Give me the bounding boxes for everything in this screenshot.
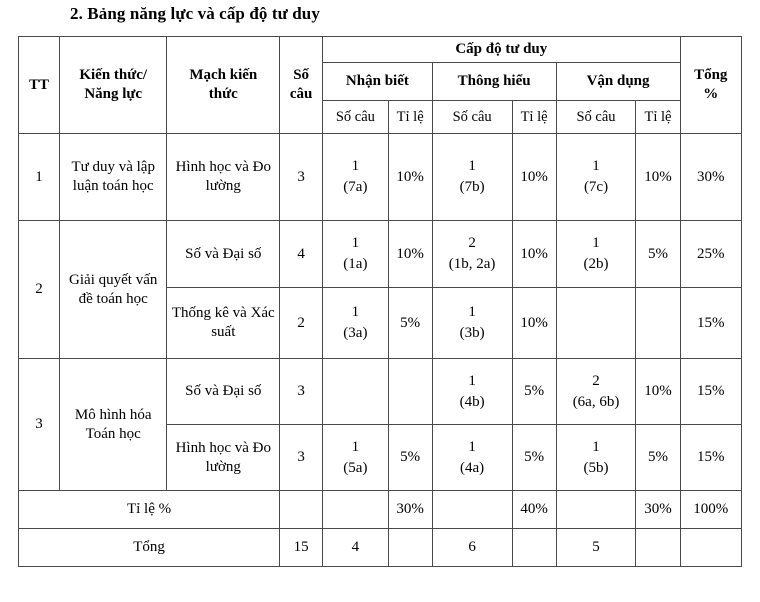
header-total-percent-line1: Tổng xyxy=(694,67,728,83)
cell-understand-count xyxy=(432,221,512,288)
question-codes: (7a) xyxy=(343,179,368,195)
cell-competency: Mô hình hóa Toán học xyxy=(59,359,167,491)
cell-understand-ratio: 5% xyxy=(512,425,556,491)
cell-tt: 2 xyxy=(19,221,60,359)
cell-question-count: 3 xyxy=(280,359,323,425)
header-question-count-line2: câu xyxy=(289,86,313,102)
cell-apply-count xyxy=(556,221,636,288)
cell-strand: Thống kê và Xác suất xyxy=(167,288,280,359)
cell-question-count: 3 xyxy=(280,134,323,221)
count-value: 2 xyxy=(468,235,476,251)
cell-recognize-ratio xyxy=(388,359,432,425)
table-body xyxy=(19,134,742,567)
cell-recognize-ratio: 10% xyxy=(388,134,432,221)
summary-total-understand-ratio xyxy=(512,529,556,567)
header-understand-ratio: Tỉ lệ xyxy=(512,101,556,134)
header-apply-count: Số câu xyxy=(556,101,636,134)
header-row-1 xyxy=(19,37,742,63)
cell-understand-ratio: 10% xyxy=(512,288,556,359)
cell-apply-count xyxy=(556,425,636,491)
header-total-percent-line2: % xyxy=(703,86,719,102)
question-codes: (4b) xyxy=(459,393,485,410)
question-codes: (7c) xyxy=(583,179,609,195)
cell-apply-ratio: 10% xyxy=(636,359,680,425)
header-strand-line2: thức xyxy=(208,86,238,102)
summary-ratio-question-count xyxy=(280,491,323,529)
cell-row-total: 15% xyxy=(680,425,742,491)
header-understand-count: Số câu xyxy=(432,101,512,134)
question-codes: (5b) xyxy=(583,459,609,476)
count-value: 1 xyxy=(351,438,360,455)
header-recognize-count: Số câu xyxy=(323,101,389,134)
summary-total-recognize-count: 4 xyxy=(323,529,389,567)
header-level-apply: Vận dụng xyxy=(556,63,680,101)
cell-understand-ratio: 5% xyxy=(512,359,556,425)
header-competency-line2: Năng lực xyxy=(84,86,143,102)
header-level-recognize: Nhận biết xyxy=(323,63,433,101)
header-question-count xyxy=(280,37,323,134)
cell-recognize-ratio: 5% xyxy=(388,288,432,359)
summary-row-total xyxy=(19,529,742,567)
cell-recognize-ratio: 5% xyxy=(388,425,432,491)
cell-understand-ratio: 10% xyxy=(512,221,556,288)
question-codes: (1a) xyxy=(343,256,368,272)
summary-ratio-understand-ratio: 40% xyxy=(512,491,556,529)
cell-apply-count xyxy=(556,288,636,359)
header-strand xyxy=(167,37,280,134)
count-value: 1 xyxy=(351,235,360,251)
header-strand-line1: Mạch kiến xyxy=(189,67,258,83)
count-value: 1 xyxy=(468,438,476,455)
cell-row-total: 15% xyxy=(680,288,742,359)
header-recognize-ratio: Tỉ lệ xyxy=(388,101,432,134)
header-total-percent xyxy=(680,37,742,134)
summary-ratio-label: Tỉ lệ % xyxy=(19,491,280,529)
cell-row-total: 30% xyxy=(680,134,742,221)
cell-tt: 1 xyxy=(19,134,60,221)
table-row xyxy=(19,221,742,288)
competency-matrix-container xyxy=(18,36,742,567)
header-apply-ratio: Tỉ lệ xyxy=(636,101,680,134)
summary-total-question-count: 15 xyxy=(280,529,323,567)
cell-tt: 3 xyxy=(19,359,60,491)
header-tt: TT xyxy=(19,37,60,134)
cell-recognize-count xyxy=(323,425,389,491)
question-codes: (3b) xyxy=(459,325,485,341)
cell-row-total: 25% xyxy=(680,221,742,288)
cell-apply-ratio: 5% xyxy=(636,425,680,491)
cell-apply-ratio: 10% xyxy=(636,134,680,221)
count-value: 1 xyxy=(592,158,600,174)
question-codes: (1b, 2a) xyxy=(448,256,496,272)
summary-total-total xyxy=(680,529,742,567)
question-codes: (6a, 6b) xyxy=(572,393,620,410)
summary-total-understand-count: 6 xyxy=(432,529,512,567)
cell-question-count: 4 xyxy=(280,221,323,288)
cell-recognize-count xyxy=(323,134,389,221)
table-row xyxy=(19,134,742,221)
header-competency xyxy=(59,37,167,134)
summary-ratio-recognize-count xyxy=(323,491,389,529)
competency-matrix-table xyxy=(18,36,742,567)
cell-understand-count xyxy=(432,134,512,221)
cell-recognize-ratio: 10% xyxy=(388,221,432,288)
cell-competency: Giải quyết vấn đề toán học xyxy=(59,221,167,359)
count-value: 1 xyxy=(468,304,476,320)
count-value: 1 xyxy=(351,158,360,174)
summary-total-label: Tổng xyxy=(19,529,280,567)
summary-ratio-total: 100% xyxy=(680,491,742,529)
summary-ratio-apply-count xyxy=(556,491,636,529)
summary-ratio-apply-ratio: 30% xyxy=(636,491,680,529)
cell-understand-count xyxy=(432,425,512,491)
summary-total-apply-count: 5 xyxy=(556,529,636,567)
cell-apply-count xyxy=(556,359,636,425)
cell-question-count: 3 xyxy=(280,425,323,491)
question-codes: (5a) xyxy=(343,459,368,476)
cell-understand-count xyxy=(432,359,512,425)
cell-strand: Hình học và Đo lường xyxy=(167,425,280,491)
count-value: 1 xyxy=(468,372,476,389)
summary-ratio-understand-count xyxy=(432,491,512,529)
cell-competency: Tư duy và lập luận toán học xyxy=(59,134,167,221)
question-codes: (2b) xyxy=(583,256,609,272)
cell-strand: Hình học và Đo lường xyxy=(167,134,280,221)
count-value: 2 xyxy=(592,372,600,389)
summary-ratio-recognize-ratio: 30% xyxy=(388,491,432,529)
cell-apply-ratio: 5% xyxy=(636,221,680,288)
count-value: 1 xyxy=(468,158,476,174)
cell-strand: Số và Đại số xyxy=(167,221,280,288)
cell-understand-count xyxy=(432,288,512,359)
count-value: 1 xyxy=(351,304,360,320)
cell-recognize-count xyxy=(323,221,389,288)
header-thinking-level: Cấp độ tư duy xyxy=(323,37,680,63)
cell-apply-ratio xyxy=(636,288,680,359)
header-level-understand: Thông hiểu xyxy=(432,63,556,101)
count-value: 1 xyxy=(592,235,600,251)
count-value: 1 xyxy=(592,438,600,455)
summary-row-ratio xyxy=(19,491,742,529)
question-codes: (3a) xyxy=(343,325,368,341)
cell-strand: Số và Đại số xyxy=(167,359,280,425)
cell-apply-count xyxy=(556,134,636,221)
table-row xyxy=(19,359,742,425)
header-question-count-line1: Số xyxy=(293,67,310,83)
page-title: 2. Bảng năng lực và cấp độ tư duy xyxy=(70,4,320,23)
question-codes: (4a) xyxy=(460,459,485,476)
summary-total-recognize-ratio xyxy=(388,529,432,567)
table-head xyxy=(19,37,742,134)
cell-understand-ratio: 10% xyxy=(512,134,556,221)
cell-question-count: 2 xyxy=(280,288,323,359)
cell-recognize-count xyxy=(323,359,389,425)
header-competency-line1: Kiến thức/ xyxy=(79,67,148,83)
question-codes: (7b) xyxy=(459,179,485,195)
cell-row-total: 15% xyxy=(680,359,742,425)
cell-recognize-count xyxy=(323,288,389,359)
summary-total-apply-ratio xyxy=(636,529,680,567)
